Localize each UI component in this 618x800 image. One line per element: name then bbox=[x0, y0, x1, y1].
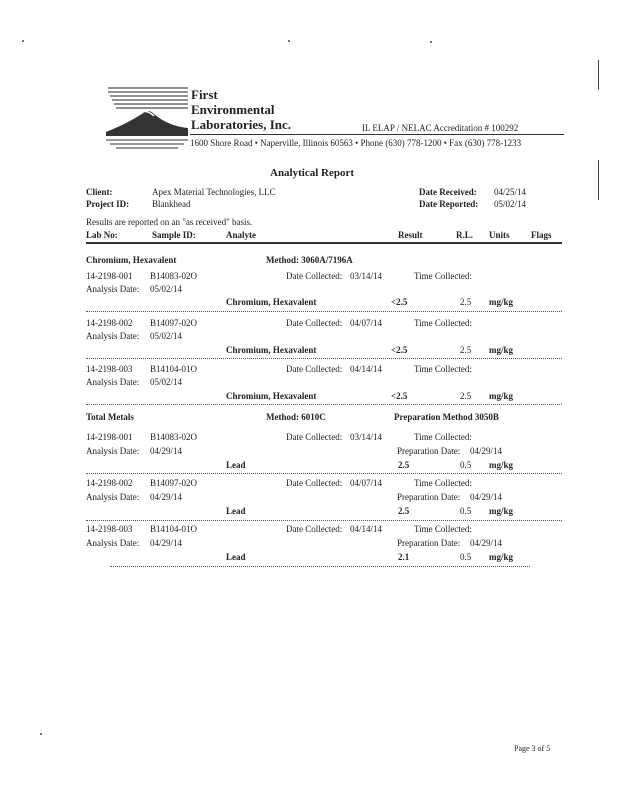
row-separator bbox=[86, 473, 562, 474]
time-collected-label: Time Collected: bbox=[414, 524, 472, 534]
basis-note: Results are reported on an "as received" basis. bbox=[86, 217, 253, 227]
section-method-chromium: Method: 3060A/7196A bbox=[266, 255, 353, 265]
date-collected-label: Date Collected: bbox=[286, 318, 343, 328]
lab-no: 14-2198-001 bbox=[86, 271, 133, 281]
client-label: Client: bbox=[86, 187, 113, 197]
col-rl: R.L. bbox=[456, 230, 474, 240]
scan-edge-mark bbox=[598, 60, 599, 90]
analysis-date-label: Analysis Date: bbox=[86, 538, 140, 548]
date-collected-label: Date Collected: bbox=[286, 432, 343, 442]
units: mg/kg bbox=[489, 297, 514, 307]
lab-no: 14-2198-002 bbox=[86, 318, 133, 328]
rl: 2.5 bbox=[460, 345, 472, 355]
sample-id: B14083-02O bbox=[150, 271, 197, 281]
row-separator bbox=[110, 566, 530, 567]
analysis-date-label: Analysis Date: bbox=[86, 284, 140, 294]
lab-no: 14-2198-003 bbox=[86, 524, 133, 534]
analysis-date-value: 04/29/14 bbox=[150, 538, 183, 548]
result: <2.5 bbox=[391, 297, 408, 307]
result: 2.5 bbox=[398, 506, 410, 516]
company-name-line1: First bbox=[191, 87, 218, 102]
date-collected-value: 03/14/14 bbox=[350, 432, 383, 442]
date-received-label: Date Received: bbox=[419, 187, 477, 197]
analyte: Chromium, Hexavalent bbox=[226, 345, 317, 355]
section-prep-method: Preparation Method 3050B bbox=[394, 412, 499, 422]
scan-speck bbox=[40, 733, 42, 735]
analyte: Lead bbox=[226, 506, 246, 516]
sample-id: B14097-02O bbox=[150, 318, 197, 328]
units: mg/kg bbox=[489, 391, 514, 401]
row-separator bbox=[86, 311, 562, 312]
analysis-date-label: Analysis Date: bbox=[86, 446, 140, 456]
rl: 0.5 bbox=[460, 460, 472, 470]
analysis-date-label: Analysis Date: bbox=[86, 492, 140, 502]
company-logo-icon bbox=[104, 84, 190, 152]
section-title-total-metals: Total Metals bbox=[86, 412, 134, 422]
date-collected-value: 04/14/14 bbox=[350, 364, 383, 374]
preparation-date-value: 04/29/14 bbox=[470, 538, 503, 548]
time-collected-label: Time Collected: bbox=[414, 432, 472, 442]
result: 2.1 bbox=[398, 552, 410, 562]
sample-id: B14104-01O bbox=[150, 364, 197, 374]
date-collected-label: Date Collected: bbox=[286, 524, 343, 534]
preparation-date-label: Preparation Date: bbox=[397, 446, 461, 456]
preparation-date-value: 04/29/14 bbox=[470, 446, 503, 456]
preparation-date-label: Preparation Date: bbox=[397, 492, 461, 502]
scan-speck bbox=[22, 40, 24, 42]
analysis-date-value: 04/29/14 bbox=[150, 492, 183, 502]
scan-speck bbox=[430, 41, 432, 43]
time-collected-label: Time Collected: bbox=[414, 364, 472, 374]
date-collected-label: Date Collected: bbox=[286, 271, 343, 281]
project-label: Project ID: bbox=[86, 199, 130, 209]
units: mg/kg bbox=[489, 506, 514, 516]
report-title: Analytical Report bbox=[270, 167, 355, 179]
date-reported-value: 05/02/14 bbox=[494, 199, 527, 209]
analysis-date-label: Analysis Date: bbox=[86, 331, 140, 341]
analyte: Chromium, Hexavalent bbox=[226, 391, 317, 401]
scan-speck bbox=[288, 40, 290, 42]
col-sample-id: Sample ID: bbox=[152, 230, 196, 240]
col-units: Units bbox=[489, 230, 510, 240]
date-collected-value: 04/07/14 bbox=[350, 478, 383, 488]
company-address: 1600 Shore Road • Naperville, Illinois 60563 • Phone (630) 778-1200 • Fax (630) 778-1233 bbox=[190, 138, 522, 148]
page-number: Page 3 of 5 bbox=[514, 744, 551, 753]
col-result: Result bbox=[398, 230, 423, 240]
date-collected-value: 03/14/14 bbox=[350, 271, 383, 281]
units: mg/kg bbox=[489, 552, 514, 562]
analysis-date-value: 04/29/14 bbox=[150, 446, 183, 456]
rl: 2.5 bbox=[460, 297, 472, 307]
row-separator bbox=[86, 358, 562, 359]
date-collected-value: 04/14/14 bbox=[350, 524, 383, 534]
units: mg/kg bbox=[489, 345, 514, 355]
lab-no: 14-2198-002 bbox=[86, 478, 133, 488]
analysis-date-label: Analysis Date: bbox=[86, 377, 140, 387]
sample-id: B14083-02O bbox=[150, 432, 197, 442]
date-collected-label: Date Collected: bbox=[286, 478, 343, 488]
analyte: Lead bbox=[226, 460, 246, 470]
date-collected-label: Date Collected: bbox=[286, 364, 343, 374]
lab-no: 14-2198-003 bbox=[86, 364, 133, 374]
analysis-date-value: 05/02/14 bbox=[150, 331, 183, 341]
time-collected-label: Time Collected: bbox=[414, 478, 472, 488]
result: <2.5 bbox=[391, 345, 408, 355]
sample-id: B14104-01O bbox=[150, 524, 197, 534]
date-reported-label: Date Reported: bbox=[419, 199, 479, 209]
units: mg/kg bbox=[489, 460, 514, 470]
row-separator bbox=[86, 404, 562, 405]
lab-no: 14-2198-001 bbox=[86, 432, 133, 442]
result: <2.5 bbox=[391, 391, 408, 401]
col-flags: Flags bbox=[531, 230, 552, 240]
preparation-date-label: Preparation Date: bbox=[397, 538, 461, 548]
analysis-date-value: 05/02/14 bbox=[150, 377, 183, 387]
letterhead-rule bbox=[190, 134, 564, 135]
analysis-date-value: 05/02/14 bbox=[150, 284, 183, 294]
date-received-value: 04/25/14 bbox=[494, 187, 527, 197]
date-collected-value: 04/07/14 bbox=[350, 318, 383, 328]
rl: 0.5 bbox=[460, 552, 472, 562]
row-separator bbox=[86, 520, 562, 521]
section-method-total-metals: Method: 6010C bbox=[266, 412, 326, 422]
time-collected-label: Time Collected: bbox=[414, 318, 472, 328]
rl: 2.5 bbox=[460, 391, 472, 401]
sample-id: B14097-02O bbox=[150, 478, 197, 488]
scan-edge-mark bbox=[598, 160, 599, 200]
col-lab-no: Lab No: bbox=[86, 230, 118, 240]
client-value: Apex Material Technologies, LLC bbox=[152, 187, 276, 197]
company-name-line3: Laboratories, Inc. bbox=[191, 117, 292, 132]
time-collected-label: Time Collected: bbox=[414, 271, 472, 281]
section-title-chromium: Chromium, Hexavalent bbox=[86, 255, 177, 265]
preparation-date-value: 04/29/14 bbox=[470, 492, 503, 502]
accreditation-text: IL ELAP / NELAC Accreditation # 100292 bbox=[362, 123, 519, 133]
rl: 0.5 bbox=[460, 506, 472, 516]
project-value: Blankhead bbox=[152, 199, 191, 209]
result: 2.5 bbox=[398, 460, 410, 470]
analyte: Chromium, Hexavalent bbox=[226, 297, 317, 307]
analyte: Lead bbox=[226, 552, 246, 562]
col-analyte: Analyte bbox=[226, 230, 256, 240]
company-name-line2: Environmental bbox=[191, 102, 275, 117]
column-header-rule bbox=[86, 242, 562, 244]
